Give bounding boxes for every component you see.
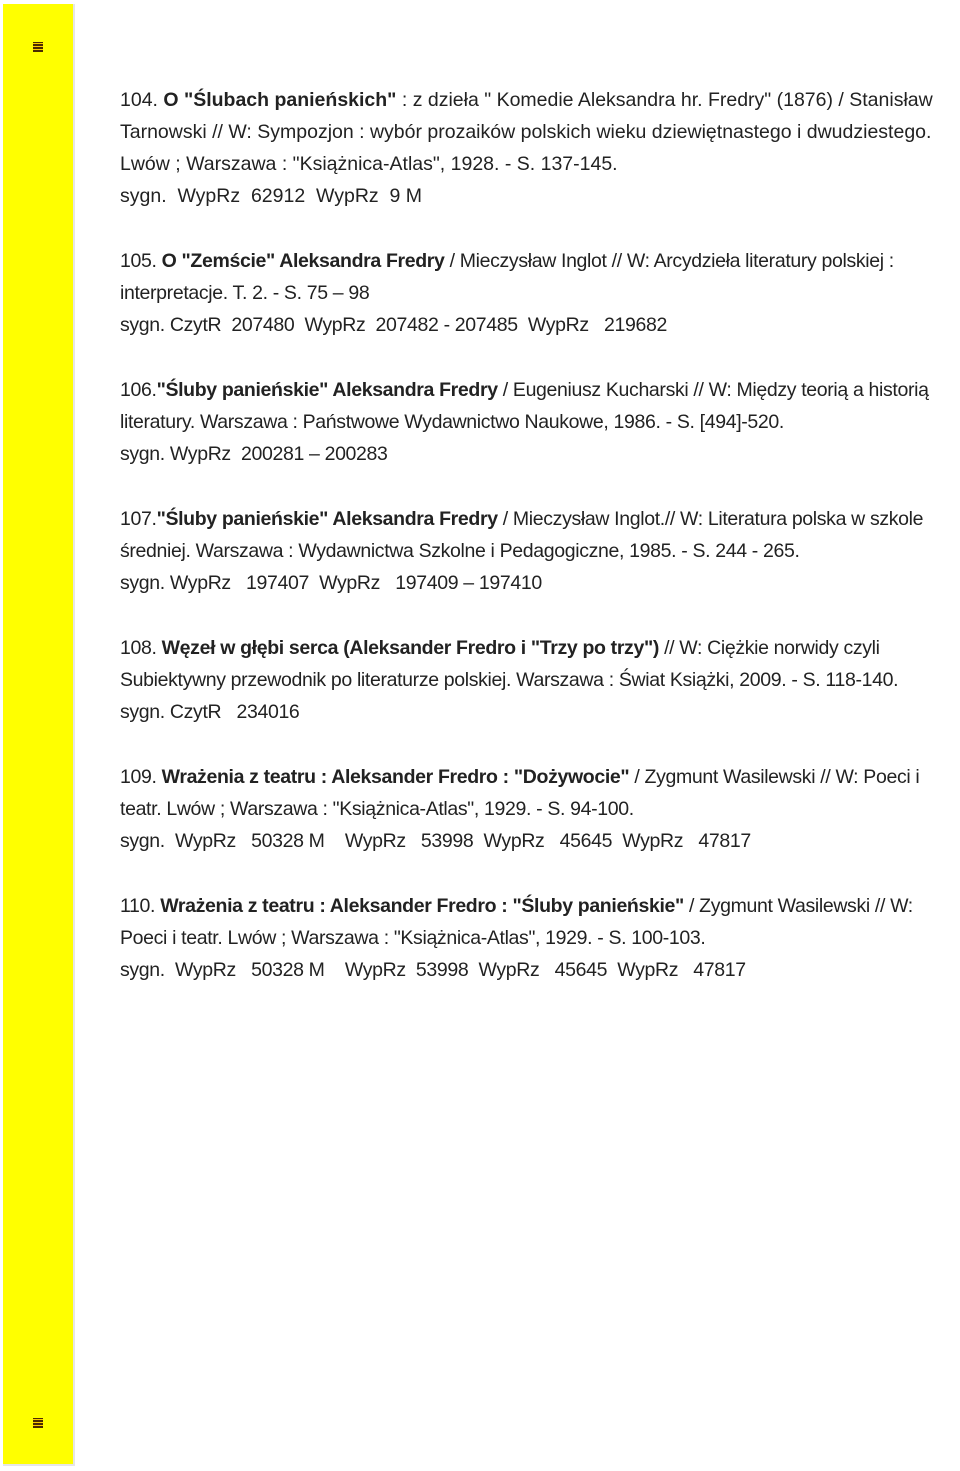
entry-text	[120, 890, 950, 954]
entry-call-number: sygn. WypRz 197407 WypRz 197409 – 197410	[120, 572, 542, 594]
entry-title: "Śluby panieńskie" Aleksandra Fredry	[156, 508, 498, 530]
entry-call-number: sygn. WypRz 62912 WypRz 9 M	[120, 185, 423, 207]
bibliography-entry-109	[120, 761, 950, 857]
entry-number: 109.	[120, 766, 162, 788]
entry-title: Wrażenia z teatru : Aleksander Fredro : "Dożywocie"	[161, 766, 630, 788]
entry-number: 104.	[120, 89, 164, 111]
entry-text	[120, 245, 950, 309]
entry-description: / Mieczysław Inglot // W: Arcydzieła literatury polskiej : interpretacje. T. 2. - S. 75 – 98	[120, 250, 894, 304]
entry-number: 107.	[120, 508, 157, 530]
yellow-margin-bar	[3, 4, 75, 1466]
entry-title: Wrażenia z teatru : Aleksander Fredro : "Śluby panieńskie"	[160, 895, 684, 917]
entry-description: // W: Ciężkie norwidy czyli Subiektywny przewodnik po literaturze polskiej. Warszawa : Świat Książki, 2009. - S. 118-140.	[120, 637, 899, 691]
entry-number: 108.	[120, 637, 162, 659]
entry-title: O "Zemście" Aleksandra Fredry	[161, 250, 445, 272]
entry-call-number: sygn. WypRz 50328 M WypRz 53998 WypRz 45645 WypRz 47817	[120, 959, 746, 981]
entry-text	[120, 503, 950, 567]
entry-call-number: sygn. CzytR 234016	[120, 701, 300, 723]
bibliography-entry-108	[120, 632, 950, 728]
entry-description: / Eugeniusz Kucharski // W: Między teorią a historią literatury. Warszawa : Państwowe Wydawnictwo Naukowe, 1986. - S. [494]-520.	[120, 379, 929, 433]
bibliography-list	[120, 84, 950, 1019]
entry-title: "Śluby panieńskie" Aleksandra Fredry	[156, 379, 498, 401]
bibliography-entry-110	[120, 890, 950, 986]
entry-text	[120, 84, 950, 180]
entry-title: Węzeł w głębi serca (Aleksander Fredro i "Trzy po trzy")	[161, 637, 659, 659]
entry-description: / Mieczysław Inglot.// W: Literatura polska w szkole średniej. Warszawa : Wydawnictwa Szkolne i Pedagogiczne, 1985. - S. 244 - 265.	[120, 508, 924, 562]
entry-description: : z dzieła " Komedie Aleksandra hr. Fredry" (1876) / Stanisław Tarnowski // W: Sympozjon : wybór prozaików polskich wieku dziewiętnastego i dwudziestego. Lwów ; Warszawa : "Książnica-Atlas", 1928. - S. 137-145.	[120, 89, 933, 175]
entry-call-number: sygn. WypRz 200281 – 200283	[120, 443, 388, 465]
entry-text	[120, 632, 950, 696]
entry-text	[120, 761, 950, 825]
entry-title: O "Ślubach panieńskich"	[163, 89, 397, 111]
entry-number: 106.	[120, 379, 157, 401]
entry-description: / Zygmunt Wasilewski // W: Poeci i teatr. Lwów ; Warszawa : "Książnica-Atlas", 1929. - S. 94-100.	[120, 766, 920, 820]
bibliography-entry-106	[120, 374, 950, 470]
entry-number: 105.	[120, 250, 162, 272]
entry-text	[120, 374, 950, 438]
bullet-marker-icon	[33, 42, 43, 52]
bibliography-entry-105	[120, 245, 950, 341]
entry-call-number: sygn. WypRz 50328 M WypRz 53998 WypRz 45645 WypRz 47817	[120, 830, 751, 852]
bibliography-entry-107	[120, 503, 950, 599]
entry-call-number: sygn. CzytR 207480 WypRz 207482 - 207485 WypRz 219682	[120, 314, 667, 336]
bullet-marker-icon	[33, 1418, 43, 1428]
entry-description: / Zygmunt Wasilewski // W: Poeci i teatr. Lwów ; Warszawa : "Książnica-Atlas", 1929. - S. 100-103.	[120, 895, 913, 949]
entry-number: 110.	[120, 895, 161, 917]
bibliography-entry-104	[120, 84, 950, 212]
